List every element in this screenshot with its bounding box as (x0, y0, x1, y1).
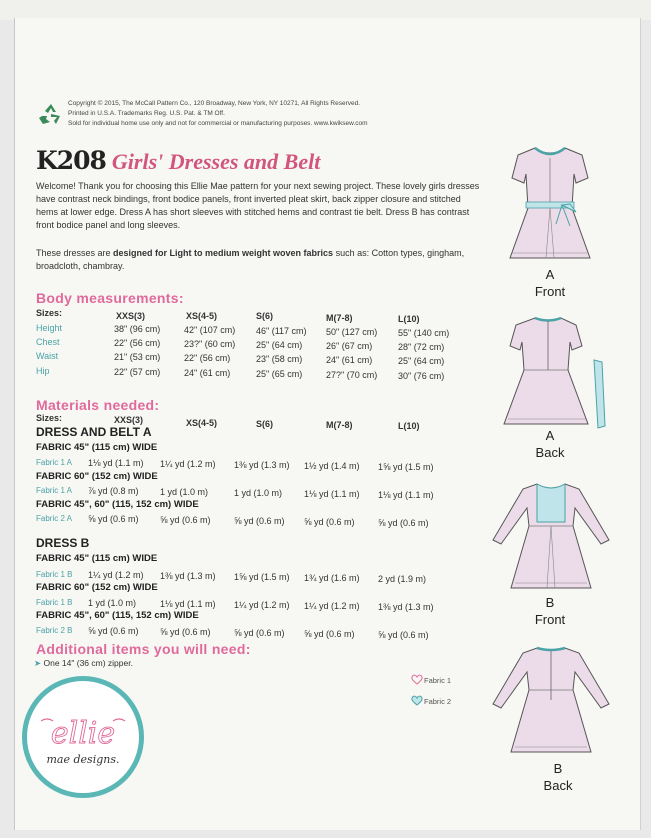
table-cell: 1⅜ yd (1.3 m) (160, 571, 216, 581)
sizes-label: Sizes: (36, 413, 63, 423)
table-cell: 1⅜ yd (1.3 m) (234, 460, 290, 470)
fabric-label: Fabric 1 B (36, 598, 73, 607)
fabric-label: Fabric 1 A (36, 458, 73, 467)
dress-a-front-illustration (490, 138, 625, 266)
additional-heading: Additional items you will need: (36, 641, 251, 657)
fabric-note-post: such as: Cotton types, gingham, broadcloth, chambray. (36, 248, 465, 271)
sizes-label: Sizes: (36, 308, 63, 318)
size-header: XXS(3) (116, 311, 146, 321)
heart-icon (411, 674, 423, 685)
table-cell: 25" (64 cm) (398, 356, 445, 366)
table-cell: ⅝ yd (0.6 m) (378, 518, 429, 528)
logo-name: ellie (50, 716, 116, 751)
table-cell: 1 yd (1.0 m) (234, 488, 283, 498)
ellie-mae-logo (22, 676, 144, 798)
dress-b-heading: DRESS B (36, 536, 90, 550)
view-side: Front (534, 284, 566, 299)
logo-graphic (27, 681, 139, 793)
pattern-name: Girls' Dresses and Belt (111, 149, 321, 174)
table-cell: ⅝ yd (0.6 m) (304, 517, 355, 527)
fabric-width-heading: FABRIC 60" (152 cm) WIDE (36, 582, 158, 593)
fabric-label: Fabric 1 B (36, 570, 73, 579)
table-cell: 42" (107 cm) (184, 325, 236, 335)
table-cell: 1⅛ yd (1.1 m) (378, 490, 434, 500)
fabric-width-heading: FABRIC 45", 60" (115, 152 cm) WIDE (36, 499, 199, 510)
table-cell: 46" (117 cm) (256, 326, 307, 336)
table-cell: 21" (53 cm) (114, 352, 161, 362)
table-cell: ⅝ yd (0.6 m) (234, 628, 285, 638)
additional-item-text: One 14" (36 cm) zipper. (43, 658, 133, 668)
fabric-label: Fabric 1 A (36, 486, 73, 495)
table-cell: 26" (67 cm) (326, 341, 373, 351)
view-letter: B (553, 761, 563, 776)
table-cell: 22" (57 cm) (114, 367, 161, 377)
fabric-width-heading: FABRIC 45", 60" (115, 152 cm) WIDE (36, 610, 199, 621)
row-label: Hip (36, 366, 50, 376)
table-cell: 1⅝ yd (1.5 m) (234, 572, 290, 582)
table-cell: 1¼ yd (1.2 m) (234, 600, 290, 610)
view-letter: A (545, 428, 555, 443)
legend-fabric1: Fabric 1 (424, 676, 452, 685)
table-cell: ⅝ yd (0.6 m) (378, 630, 429, 640)
table-cell: ⅝ yd (0.6 m) (88, 626, 139, 636)
table-cell: 22" (56 cm) (184, 353, 231, 363)
table-cell: 23" (58 cm) (256, 354, 303, 364)
fabric-label: Fabric 2 A (36, 514, 73, 523)
dress-b-front-illustration (485, 476, 625, 594)
fabric-note-pre: These dresses are (36, 248, 114, 258)
dress-a-back-illustration (490, 308, 625, 430)
fabric-width-heading: FABRIC 45" (115 cm) WIDE (36, 553, 158, 564)
size-header: XXS(3) (114, 415, 144, 425)
table-cell: 27?" (70 cm) (326, 370, 378, 380)
row-label: Height (36, 323, 63, 333)
recycle-icon (38, 102, 64, 126)
table-cell: 55" (140 cm) (398, 328, 450, 338)
size-header: L(10) (398, 314, 420, 324)
intro-text: Welcome! Thank you for choosing this Ellie Mae pattern for your next sewing project. These lovely girls dresses have contrast neck bindings, front bodice panels, front inverted pleat skirt, back zipper closure and stitched hems at lower edge. Dress A has short sleeves with stitched hems and contrast tie belt. Dress B has contrast front bodice panel and long sleeves. (36, 181, 480, 230)
table-cell: 1⅛ yd (1.1 m) (160, 599, 216, 609)
table-cell: 1¼ yd (1.2 m) (88, 570, 144, 580)
fabric-width-heading: FABRIC 45" (115 cm) WIDE (36, 442, 158, 453)
body-measurements-heading: Body measurements: (36, 290, 184, 306)
row-label: Chest (36, 337, 60, 347)
logo-sub: mae designs. (46, 753, 120, 766)
size-header: M(7-8) (326, 313, 353, 323)
fabric-note (36, 247, 482, 273)
table-cell: 23?" (60 cm) (184, 339, 236, 349)
size-header: S(6) (256, 419, 274, 429)
heart-icon (411, 695, 423, 706)
view-side: Front (534, 612, 566, 627)
view-side: Back (535, 445, 565, 460)
size-header: S(6) (256, 311, 274, 321)
copyright-line: Sold for individual home use only and not for commercial or manufacturing purposes. www.kwiksew.com (68, 120, 368, 127)
materials-heading: Materials needed: (36, 397, 160, 413)
arrow-icon: ➤ (34, 658, 44, 668)
fabric-label: Fabric 2 B (36, 626, 73, 635)
dress-b-back-illustration (485, 640, 625, 758)
fabric-note-bold: designed for Light to medium weight woven fabrics (113, 248, 334, 258)
table-cell: 1¼ yd (1.2 m) (304, 601, 360, 611)
additional-item (34, 658, 133, 669)
pattern-title (36, 146, 320, 175)
table-cell: 1½ yd (1.4 m) (304, 461, 360, 471)
fabric-width-heading: FABRIC 60" (152 cm) WIDE (36, 471, 158, 482)
table-cell: 22" (56 cm) (114, 338, 161, 348)
table-cell: 2 yd (1.9 m) (378, 574, 427, 584)
table-cell: 1⅜ yd (1.3 m) (378, 602, 434, 612)
table-cell: ⅞ yd (0.8 m) (88, 486, 139, 496)
legend-fabric2: Fabric 2 (424, 697, 452, 706)
table-cell: ⅝ yd (0.6 m) (234, 516, 285, 526)
view-letter: B (545, 595, 555, 610)
table-cell: 1¾ yd (1.6 m) (304, 573, 360, 583)
size-header: XS(4-5) (186, 311, 218, 321)
table-cell: ⅝ yd (0.6 m) (88, 514, 139, 524)
table-cell: 50" (127 cm) (326, 327, 378, 337)
size-header: M(7-8) (326, 420, 353, 430)
dress-a-heading: DRESS AND BELT A (36, 425, 152, 439)
size-header: L(10) (398, 421, 420, 431)
table-cell: ⅝ yd (0.6 m) (160, 515, 211, 525)
view-side: Back (543, 778, 573, 793)
table-cell: 1⅛ yd (1.1 m) (88, 458, 144, 468)
size-header: XS(4-5) (186, 418, 218, 428)
table-cell: 24" (61 cm) (326, 355, 373, 365)
table-cell: 25" (64 cm) (256, 340, 303, 350)
table-cell: 24" (61 cm) (184, 368, 231, 378)
table-cell: ⅝ yd (0.6 m) (160, 627, 211, 637)
view-letter: A (545, 267, 555, 282)
table-cell: 25" (65 cm) (256, 369, 303, 379)
row-label: Waist (36, 351, 59, 361)
copyright-line: Copyright © 2015, The McCall Pattern Co., 120 Broadway, New York, NY 10271, All Rights Reserved. (68, 100, 361, 107)
copyright-block (68, 99, 368, 129)
table-cell: 1 yd (1.0 m) (160, 487, 209, 497)
table-cell: ⅝ yd (0.6 m) (304, 629, 355, 639)
table-cell: 38" (96 cm) (114, 324, 161, 334)
table-cell: 28" (72 cm) (398, 342, 445, 352)
table-cell: 1⅝ yd (1.5 m) (378, 462, 434, 472)
table-cell: 30" (76 cm) (398, 371, 445, 381)
table-cell: 1⅛ yd (1.1 m) (304, 489, 360, 499)
table-cell: 1¼ yd (1.2 m) (160, 459, 216, 469)
copyright-line: Printed in U.S.A. Trademarks Reg. U.S. Pat. & TM Off. (68, 110, 225, 117)
envelope-flap (0, 0, 651, 20)
pattern-code: K208 (36, 146, 106, 175)
table-cell: 1 yd (1.0 m) (88, 598, 137, 608)
